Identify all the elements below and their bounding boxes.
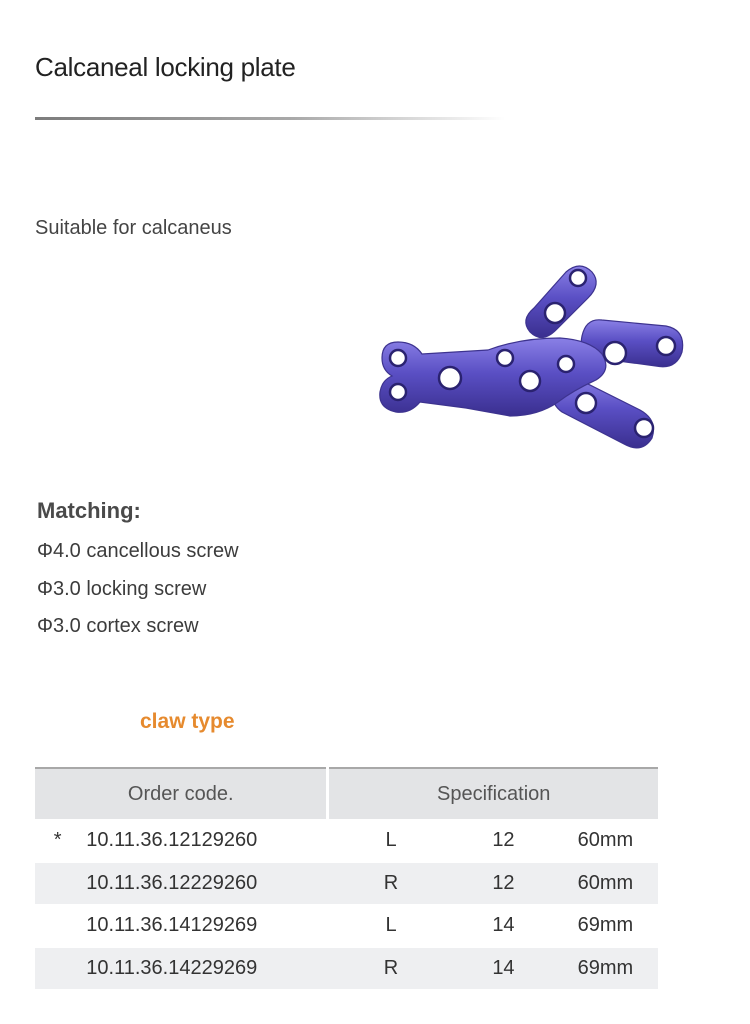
table-row (35, 862, 658, 905)
matching-screw-list (37, 538, 239, 651)
matching-item: Φ3.0 locking screw (37, 577, 207, 600)
recommended-marker (35, 947, 80, 989)
recommended-marker (35, 862, 80, 905)
matching-item: Φ3.0 cortex screw (37, 615, 199, 637)
title-divider (35, 117, 505, 120)
calcaneal-locking-plate-photo (370, 258, 700, 468)
order-code-cell: 10.11.36.12229260 (80, 862, 328, 905)
matching-item: Φ4.0 cancellous screw (37, 540, 239, 562)
holes-cell: 14 (454, 947, 553, 989)
table-row (35, 905, 658, 948)
length-cell: 60mm (553, 820, 658, 863)
order-code-cell: 10.11.36.14229269 (80, 947, 328, 989)
side-cell: L (328, 820, 454, 863)
side-cell: L (328, 905, 454, 948)
length-cell: 69mm (553, 947, 658, 989)
table-row (35, 947, 658, 989)
side-cell: R (328, 862, 454, 905)
side-cell: R (328, 947, 454, 989)
holes-cell: 14 (454, 905, 553, 948)
page-title: Calcaneal locking plate (35, 52, 296, 82)
recommended-marker (35, 905, 80, 948)
recommended-marker: * (35, 820, 80, 863)
length-cell: 69mm (553, 905, 658, 948)
variant-label: claw type (140, 710, 235, 733)
order-code-cell: 10.11.36.12129260 (80, 820, 328, 863)
indication-text: Suitable for calcaneus (35, 217, 232, 239)
order-code-header: Order code. (35, 768, 328, 820)
matching-heading: Matching: (37, 498, 141, 523)
order-code-cell: 10.11.36.14129269 (80, 905, 328, 948)
table-row (35, 820, 658, 863)
holes-cell: 12 (454, 820, 553, 863)
length-cell: 60mm (553, 862, 658, 905)
table-header-row (35, 768, 658, 820)
specification-header: Specification (328, 768, 658, 820)
specification-table (35, 767, 658, 989)
holes-cell: 12 (454, 862, 553, 905)
